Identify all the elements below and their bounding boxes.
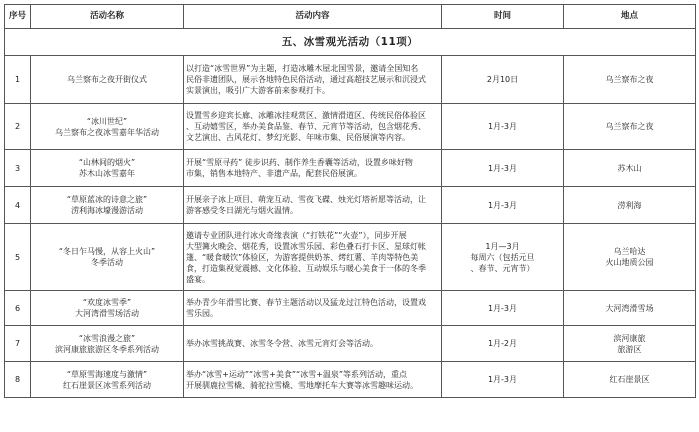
activity-content: 开展亲子冰上项目、萌宠互动、雪夜飞碟、烛光灯塔祈愿等活动，让 游客感受冬日湖光与烟火温情。 [184,187,442,224]
activity-name: “欢度冰雪季” 大河湾滑雪场活动 [31,291,184,326]
activity-name: “草原雪海速度与激情” 红石崖景区冰雪系列活动 [31,362,184,398]
header-name: 活动名称 [31,5,184,29]
activity-name: 乌兰察布之夜开街仪式 [31,56,184,104]
activity-place: 乌兰哈达 火山地质公园 [564,224,696,291]
table-row [5,104,696,150]
activity-place: 涝利海 [564,187,696,224]
table-row [5,326,696,362]
header-time: 时间 [442,5,564,29]
activity-name: “冰川世纪” 乌兰察布之夜冰雪嘉年华活动 [31,104,184,150]
activity-place: 苏木山 [564,150,696,187]
table-row [5,56,696,104]
row-number: 1 [5,56,31,104]
activity-time: 1月-3月 [442,291,564,326]
activity-name: “草原蓝冰的诗意之旅” 涝利海冰壕漫游活动 [31,187,184,224]
row-number: 8 [5,362,31,398]
header-no: 序号 [5,5,31,29]
table-row [5,291,696,326]
activity-time: 1月-3月 [442,187,564,224]
activity-place: 大河湾滑雪场 [564,291,696,326]
activity-time: 1月-2月 [442,326,564,362]
activity-place: 乌兰察布之夜 [564,104,696,150]
row-number: 3 [5,150,31,187]
table-row [5,362,696,398]
row-number: 7 [5,326,31,362]
activity-time: 1月—3月 每周六（包括元旦 、春节、元宵节） [442,224,564,291]
activity-content: 邀请专业团队进行冰火奇缘表演（“打铁花”“火壶”），同步开展 大型篝火晚会、烟花秀，设置冰雪乐园、彩色叠石打卡区、星球灯帐 篷、“暖食暖饮”体验区，为游客提供奶茶、烤红薯、羊肉等特色美 食，打造集视觉震撼、文化体验、互动娱乐与暖心美食于一体的冬季 盛宴。 [184,224,442,291]
activity-name: “山林间的烟火” 苏木山冰雪嘉年 [31,150,184,187]
section-row [5,29,696,56]
activity-name: “冰雪浪漫之旅” 滨河康旅旅游区冬季系列活动 [31,326,184,362]
header-content: 活动内容 [184,5,442,29]
activity-schedule-table [4,4,696,398]
table-row [5,150,696,187]
table-row [5,224,696,291]
activity-place: 乌兰察布之夜 [564,56,696,104]
activity-name: “冬日乍马慢，从容上火山” 冬季活动 [31,224,184,291]
activity-content: 举办“冰雪+运动”“冰雪+美食”“冰雪+温泉”等系列活动，重点 开展驯鹿拉雪橇、骑驼拉雪橇、雪地摩托车大赛等冰雪趣味运动。 [184,362,442,398]
activity-place: 滨河康旅 旅游区 [564,326,696,362]
activity-time: 1月-3月 [442,150,564,187]
activity-time: 2月10日 [442,56,564,104]
header-place: 地点 [564,5,696,29]
activity-content: 举办青少年滑雪比赛、春节主题活动以及猛龙过江特色活动，设置戏 雪乐园。 [184,291,442,326]
activity-content: 举办冰雪挑战赛、冰雪冬令营、冰雪元宵灯会等活动。 [184,326,442,362]
row-number: 4 [5,187,31,224]
activity-place: 红石崖景区 [564,362,696,398]
activity-content: 开展“雪原寻药” 徒步识药、制作养生香囊等活动，设置乡味好物 市集，销售本地特产、非遗产品，配套民俗展演。 [184,150,442,187]
activity-time: 1月-3月 [442,362,564,398]
activity-content: 设置雪乡迎宾长廊、冰雕冰挂观赏区、激情滑道区、传统民俗体验区 、互动嬉雪区，举办美食品鉴、春节、元宵节等活动，包含烟花秀、 文艺演出、古风花灯、梦幻光影、年味市集、民俗展演等内容。 [184,104,442,150]
table-row [5,187,696,224]
row-number: 5 [5,224,31,291]
row-number: 6 [5,291,31,326]
activity-content: 以打造“冰雪世界”为主题，打造冰雕木屋北国雪景，邀请全国知名 民俗非遗团队，展示各地特色民俗活动，通过高超技艺展示和沉浸式 实景演出，吸引广大游客前来参观打卡。 [184,56,442,104]
section-title: 五、冰雪观光活动（11项） [5,29,696,56]
row-number: 2 [5,104,31,150]
header-row [5,5,696,29]
activity-time: 1月-3月 [442,104,564,150]
